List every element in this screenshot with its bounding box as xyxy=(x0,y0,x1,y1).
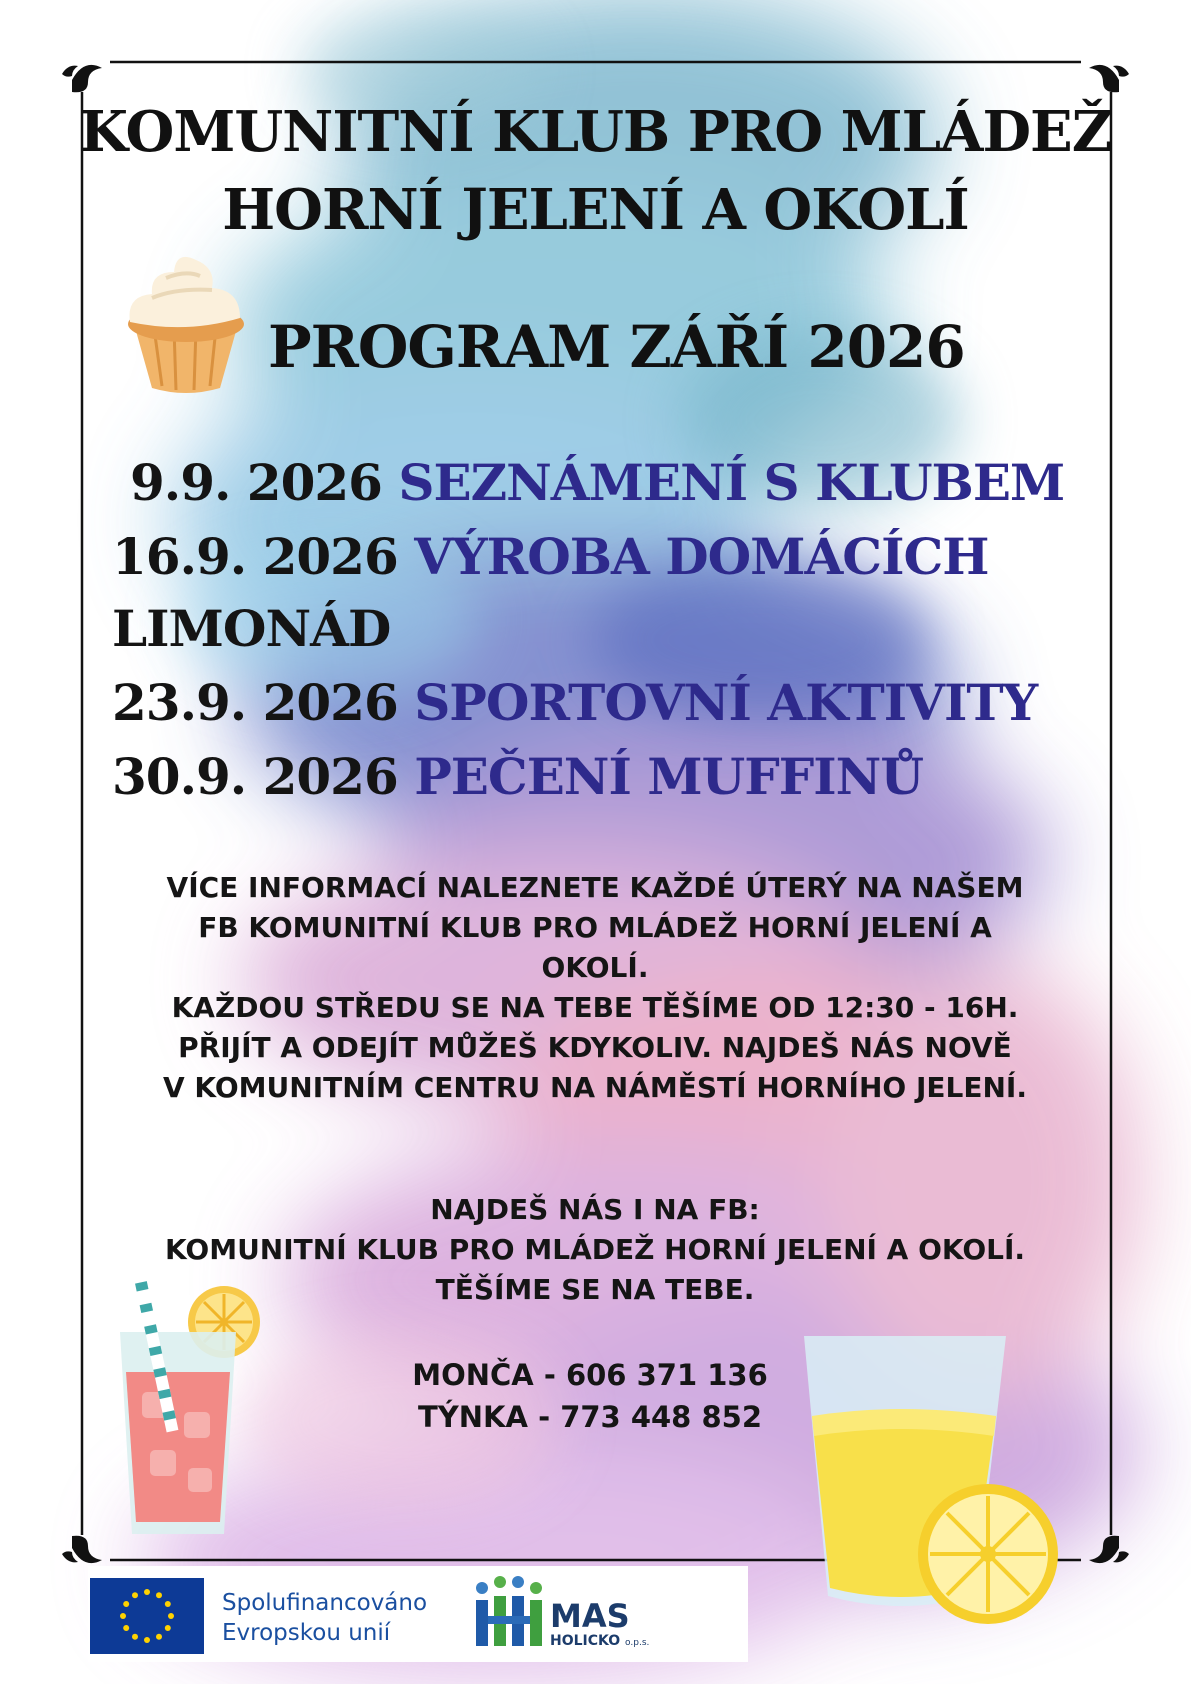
info-line: FB KOMUNITNÍ KLUB PRO MLÁDEŽ HORNÍ JELENÍ A xyxy=(198,911,992,944)
event-row xyxy=(112,673,1038,732)
event-date: 30.9. 2026 xyxy=(112,747,398,806)
event-date: 9.9. 2026 xyxy=(130,453,382,512)
info-line: KAŽDOU STŘEDU SE NA TEBE TĚŠÍME OD 12:30 - 16H. xyxy=(171,991,1019,1024)
event-name: VÝROBA DOMÁCÍCH xyxy=(414,527,989,586)
mas-ops: o.p.s. xyxy=(625,1638,650,1648)
fb-line: KOMUNITNÍ KLUB PRO MLÁDEŽ HORNÍ JELENÍ A OKOLÍ. xyxy=(164,1233,1026,1266)
event-row xyxy=(130,453,1065,512)
club-title-line1: KOMUNITNÍ KLUB PRO MLÁDEŽ xyxy=(79,99,1112,165)
mas-logo-icon xyxy=(470,1574,550,1654)
event-name: SEZNÁMENÍ S KLUBEM xyxy=(398,453,1065,512)
info-line: V KOMUNITNÍM CENTRU NA NÁMĚSTÍ HORNÍHO JELENÍ. xyxy=(163,1071,1027,1104)
mas-subtitle xyxy=(550,1634,649,1648)
info-line: OKOLÍ. xyxy=(541,951,649,984)
eu-flag-icon xyxy=(90,1578,204,1654)
eu-line: Spolufinancováno xyxy=(222,1590,428,1616)
event-name: SPORTOVNÍ AKTIVITY xyxy=(414,673,1038,732)
program-heading: PROGRAM ZÁŘÍ 2026 xyxy=(268,313,965,381)
event-row xyxy=(112,527,989,586)
eu-line: Evropskou unií xyxy=(222,1620,391,1646)
contact-line: TÝNKA - 773 448 852 xyxy=(418,1400,762,1434)
event-row-continued xyxy=(112,599,391,658)
mas-sub-name: HOLICKO xyxy=(550,1633,621,1649)
info-line: VÍCE INFORMACÍ NALEZNETE KAŽDÉ ÚTERÝ NA NAŠEM xyxy=(166,871,1024,904)
mas-name: MAS xyxy=(550,1597,630,1635)
eu-cofunded-text xyxy=(222,1588,427,1648)
info-line: PŘIJÍT A ODEJÍT MŮŽEŠ KDYKOLIV. NAJDEŠ NÁS NOVĚ xyxy=(178,1031,1012,1064)
event-name: PEČENÍ MUFFINŮ xyxy=(414,747,923,806)
event-name-continued: LIMONÁD xyxy=(112,599,391,658)
pink-lemonade-icon xyxy=(112,1272,272,1542)
event-date: 23.9. 2026 xyxy=(112,673,398,732)
fb-line: NAJDEŠ NÁS I NA FB: xyxy=(430,1193,760,1226)
funding-logos xyxy=(88,1566,748,1662)
contact-line: MONČA - 606 371 136 xyxy=(412,1358,768,1392)
club-title-line2: HORNÍ JELENÍ A OKOLÍ xyxy=(222,177,969,243)
event-row xyxy=(112,747,923,806)
fb-line: TĚŠÍME SE NA TEBE. xyxy=(435,1273,755,1306)
contacts xyxy=(330,1354,850,1438)
lemonade-glass-icon xyxy=(800,1326,1070,1626)
cupcake-icon xyxy=(116,238,256,398)
info-paragraph xyxy=(90,868,1100,1108)
event-date: 16.9. 2026 xyxy=(112,527,398,586)
